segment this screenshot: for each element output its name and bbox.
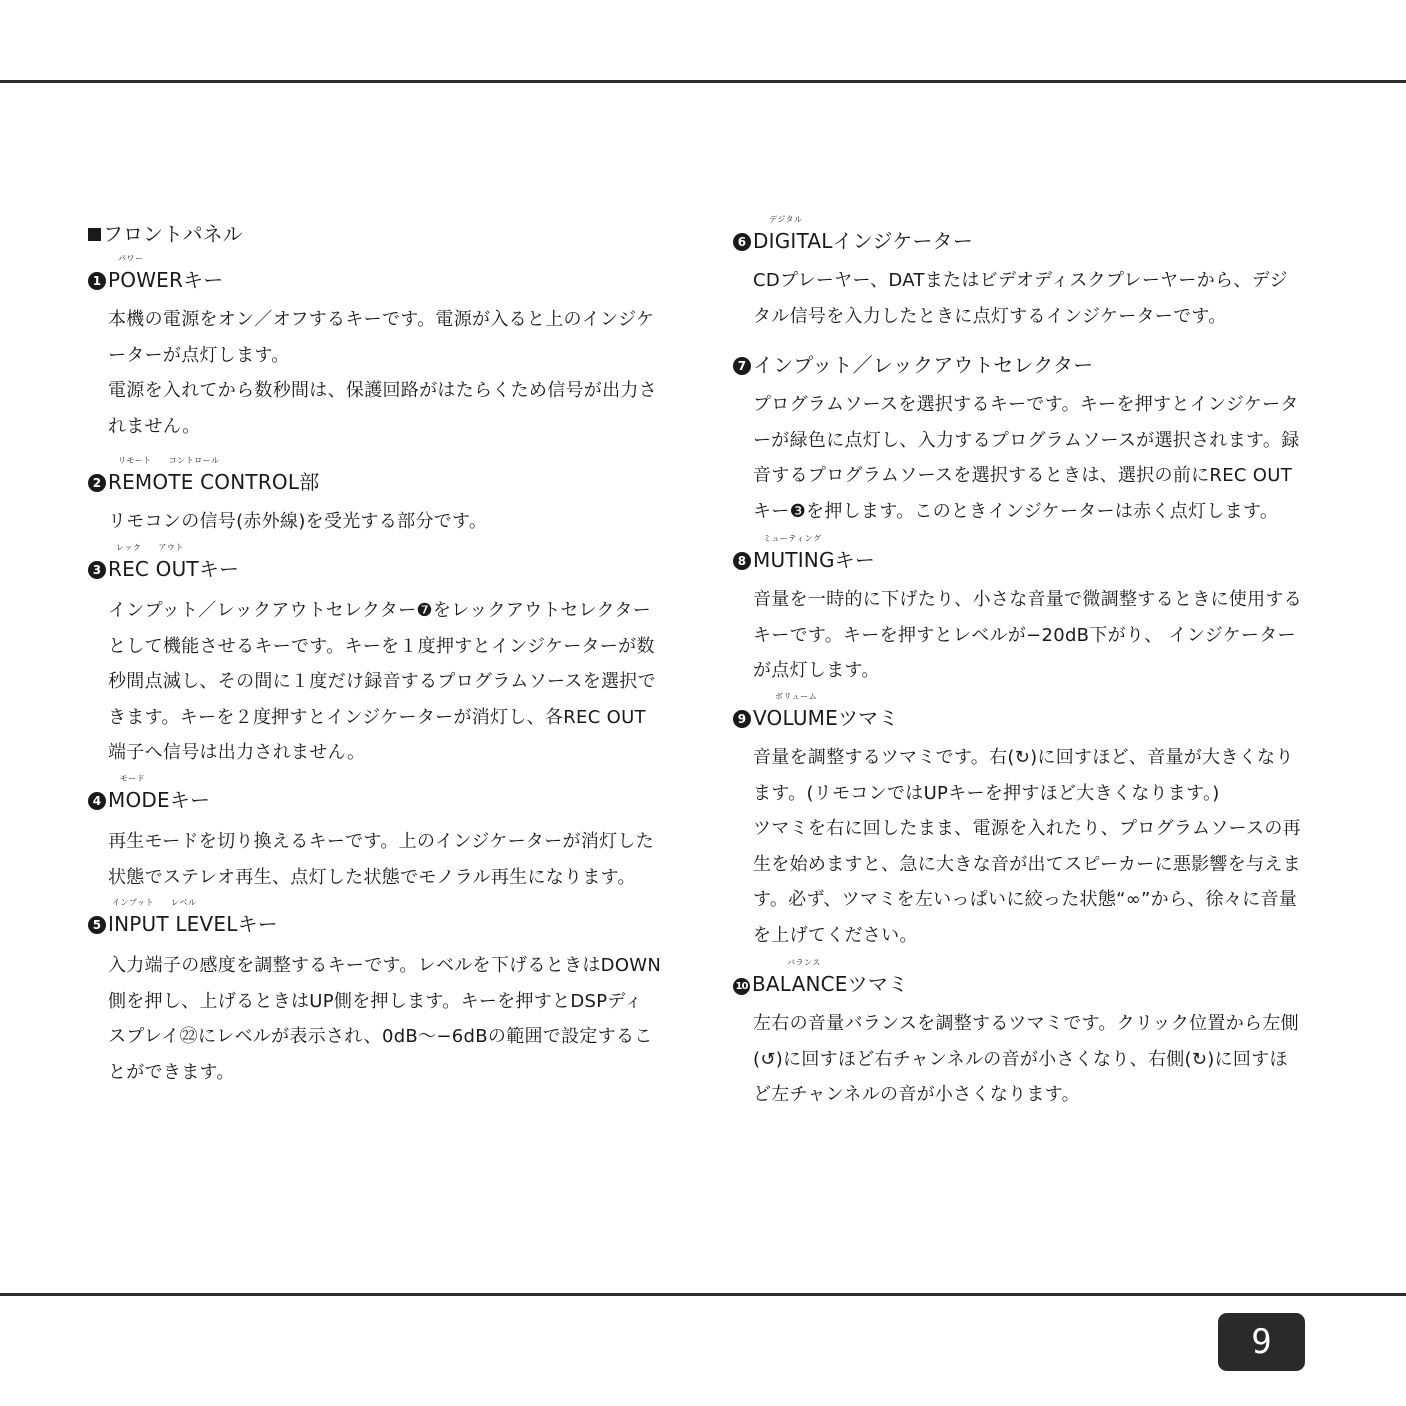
item-title: INPUT LEVELキー (108, 912, 278, 936)
item-power (88, 254, 678, 444)
item-number-badge: 10 (733, 978, 750, 995)
item-heading (88, 898, 678, 936)
ruby-text: レック アウト (116, 543, 184, 552)
item-input-level (88, 898, 678, 1090)
item-heading (88, 543, 678, 581)
item-number-badge: 7 (733, 357, 751, 375)
item-heading (733, 534, 1333, 572)
item-muting (733, 534, 1333, 689)
item-title: REMOTE CONTROL部 (108, 470, 320, 494)
item-heading (88, 254, 678, 292)
ruby-text: インプット レベル (112, 898, 197, 907)
ruby-text: ミューティング (763, 534, 822, 543)
item-number-badge: 6 (733, 233, 751, 251)
item-input-rec-out-selector (733, 353, 1333, 529)
bottom-rule (0, 1293, 1406, 1296)
item-heading (88, 456, 678, 494)
item-remote-control (88, 456, 678, 540)
item-volume (733, 692, 1333, 953)
item-description: 音量を一時的に下げたり、小さな音量で微調整するときに使用する キーです。キーを押すとレベルが−20dB下がり、 インジケーター が点灯します。 (753, 589, 1302, 681)
item-description: リモコンの信号(赤外線)を受光する部分です。 (108, 511, 488, 532)
item-rec-out (88, 543, 678, 771)
item-number-badge: 2 (88, 474, 106, 492)
item-title: MUTINGキー (753, 548, 876, 572)
item-heading (733, 958, 1333, 996)
item-description: 入力端子の感度を調整するキーです。レベルを下げるときはDOWN 側を押し、上げるときはUP側を押します。キーを押すとDSPディ スプレイ㉒にレベルが表示され、0dB〜−6dBの範囲で設定するこ とができます。 (108, 955, 662, 1083)
item-description: 左右の音量バランスを調整するツマミです。クリック位置から左側 (↺)に回すほど右チャンネルの音が小さくなり、右側(↻)に回すほ ど左チャンネルの音が小さくなります。 (753, 1013, 1299, 1105)
item-description: インプット／レックアウトセレクター❼をレックアウトセレクター として機能させるキーです。キーを１度押すとインジケーターが数 秒間点滅し、その間に１度だけ録音するプログラムソースを選択で きます。キーを２度押すとインジケーターが消灯し、各REC OUT 端子へ信号は出力されません。 (108, 600, 656, 763)
item-description: 再生モードを切り換えるキーです。上のインジケーターが消灯した 状態でステレオ再生、点灯した状態でモノラル再生になります。 (108, 831, 655, 888)
item-balance (733, 958, 1333, 1113)
item-number-badge: 3 (88, 561, 106, 579)
item-title: VOLUMEツマミ (753, 706, 899, 730)
ruby-text: パワー (118, 254, 144, 263)
ruby-text: ボリューム (775, 692, 818, 701)
item-title: MODEキー (108, 788, 211, 812)
item-number-badge: 4 (88, 792, 106, 810)
section-title: フロントパネル (88, 222, 243, 246)
item-number-badge: 8 (733, 552, 751, 570)
item-heading (733, 692, 1333, 730)
item-number-badge: 1 (88, 272, 106, 290)
item-digital (733, 215, 1333, 334)
item-title: インプット／レックアウトセレクター (753, 353, 1094, 377)
ruby-text: リモート コントロール (118, 456, 220, 465)
item-title: BALANCEツマミ (752, 972, 909, 996)
ruby-text: バランス (787, 958, 821, 967)
item-title: DIGITALインジケーター (753, 229, 974, 253)
item-description: CDプレーヤー、DATまたはビデオディスクプレーヤーから、デジ タル信号を入力したときに点灯するインジケーターです。 (753, 270, 1288, 327)
ruby-text: デジタル (769, 215, 803, 224)
item-number-badge: 9 (733, 710, 751, 728)
top-rule (0, 80, 1406, 83)
item-heading (88, 774, 678, 812)
item-title: POWERキー (108, 268, 224, 292)
item-title: REC OUTキー (108, 557, 240, 581)
square-bullet-icon (88, 228, 101, 241)
item-description: プログラムソースを選択するキーです。キーを押すとインジケータ ーが緑色に点灯し、入力するプログラムソースが選択されます。録 音するプログラムソースを選択するときは、選択の前にREC OUT キー❸を押します。このときインジケーターは赤く点灯します。 (753, 394, 1300, 522)
item-mode (88, 774, 678, 895)
ruby-text: モード (120, 774, 146, 783)
item-heading (733, 353, 1333, 377)
item-number-badge: 5 (88, 916, 106, 934)
item-heading (733, 215, 1333, 253)
item-description: 音量を調整するツマミです。右(↻)に回すほど、音量が大きくなり ます。(リモコンではUPキーを押すほど大きくなります。) ツマミを右に回したまま、電源を入れたり、プログラムソースの再 生を始めますと、急に大きな音が出てスピーカーに悪影響を与えま す。必ず、ツマミを左いっぱいに絞った状態“∞”から、徐々に音量 を上げてください。 (753, 747, 1301, 946)
item-description: 本機の電源をオン／オフするキーです。電源が入ると上のインジケ ーターが点灯します。 電源を入れてから数秒間は、保護回路がはたらくため信号が出力さ れません。 (108, 309, 657, 437)
page-number: 9 (1218, 1313, 1305, 1371)
